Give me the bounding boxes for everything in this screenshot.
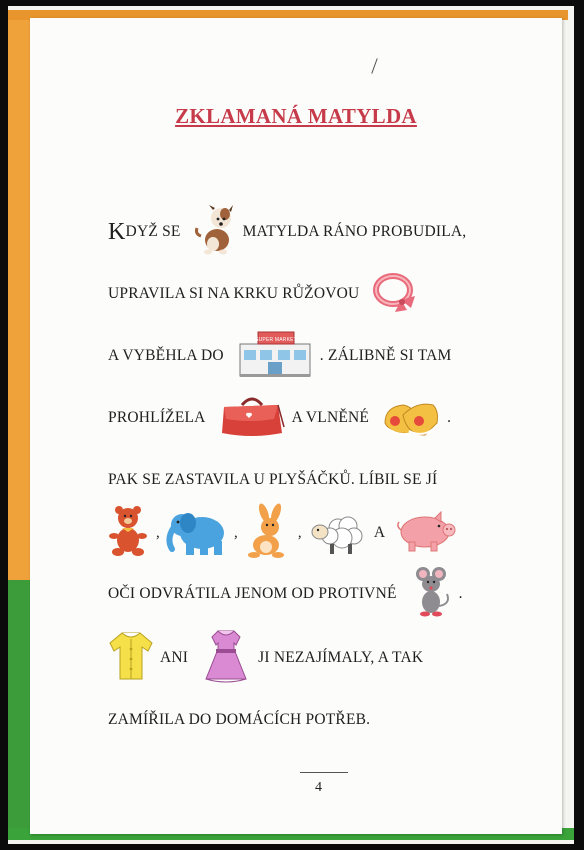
sheep-icon (308, 506, 364, 561)
mouse-icon (409, 566, 453, 623)
blouse-icon (108, 629, 154, 688)
text-segment: UPRAVILA SI NA KRKU RŮŽOVOU (108, 285, 360, 302)
text-line-3 (108, 326, 458, 386)
text-segment: . (458, 585, 463, 602)
separator: , (233, 524, 238, 541)
text-line-1 (108, 202, 472, 262)
separator: , (156, 524, 160, 541)
text-segment: DYŽ SE (125, 223, 181, 240)
piggy-icon (395, 508, 457, 559)
text-segment: PROHLÍŽELA (108, 409, 206, 426)
text-line-7 (108, 564, 469, 624)
text-segment: ZAMÍŘILA DO DOMÁCÍCH POTŘEB. (108, 711, 371, 728)
text-segment: OČI ODVRÁTILA JENOM OD PROTIVNÉ (108, 585, 397, 602)
page-title-wrap (30, 104, 562, 129)
elephant-icon (166, 505, 228, 562)
bunny-icon (244, 503, 292, 564)
text-segment: A (373, 524, 386, 541)
teddy-bear-icon (106, 504, 150, 563)
footer-rule (300, 772, 348, 773)
text-line-8 (108, 626, 429, 690)
text-line-2 (108, 264, 425, 324)
text-segment: PAK SE ZASTAVILA U PLYŠÁČKŮ. LÍBIL SE JÍ (108, 471, 438, 488)
text-segment: MATYLDA RÁNO PROBUDILA, (242, 223, 467, 240)
dress-icon (200, 627, 252, 690)
store-sign: SUPER MARKET (254, 336, 297, 343)
text-line-9 (108, 690, 376, 750)
text-segment: . (447, 409, 452, 426)
page-number: 4 (315, 780, 322, 795)
text-segment: ANI (160, 649, 189, 666)
slippers-icon (381, 393, 441, 444)
supermarket-icon (236, 330, 314, 383)
text-line-6 (104, 500, 459, 566)
handbag-icon (218, 393, 286, 444)
book-page (30, 18, 562, 834)
text-segment: A VYBĚHLA DO (108, 347, 224, 364)
text-segment: JI NEZAJÍMALY, A TAK (258, 649, 424, 666)
text-segment: A VLNĚNÉ (291, 409, 370, 426)
drop-cap: K (108, 219, 126, 245)
scratch-mark (371, 58, 377, 73)
separator: , (297, 524, 302, 541)
text-segment: . ZÁLIBNĚ SI TAM (319, 347, 452, 364)
pink-collar-icon (371, 270, 419, 319)
text-line-4 (108, 388, 457, 448)
page-title: ZKLAMANÁ MATYLDA (175, 104, 417, 128)
puppy-icon (193, 204, 237, 261)
